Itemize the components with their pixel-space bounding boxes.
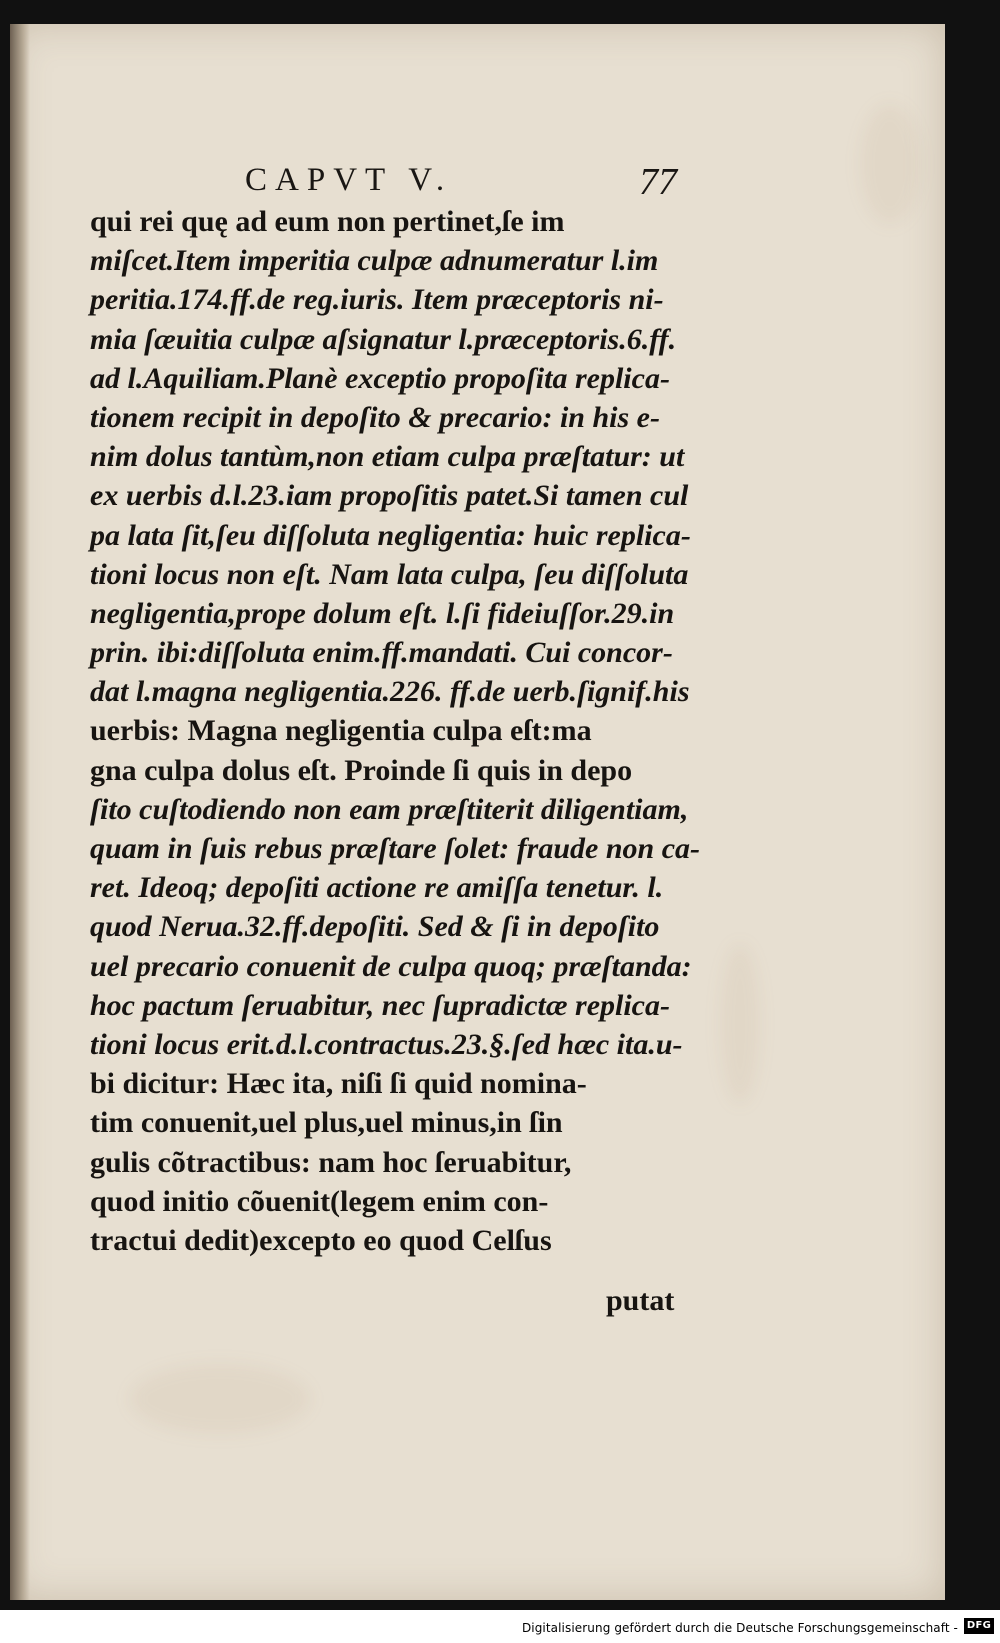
text-line: prin. ibi:diſſoluta enim.ff.mandati. Cui concor-	[90, 636, 673, 670]
text-line: ex uerbis d.l.23.iam propoſitis patet.Si tamen cul	[90, 479, 689, 513]
text-line: quod initio cõuenit(legem enim con-	[90, 1184, 549, 1218]
page-edge-shadow	[10, 24, 30, 1600]
text-line: peritia.174.ff.de reg.iuris. Item præceptoris ni-	[90, 283, 664, 317]
body-text	[90, 202, 701, 1312]
running-head-title: CAPVT V.	[245, 162, 453, 198]
text-line: tim conuenit,uel plus,uel minus,in ſin	[90, 1106, 563, 1140]
text-line: qui rei quę ad eum non pertinet,ſe im	[90, 205, 565, 238]
paper-stain	[720, 944, 760, 1104]
running-header	[245, 162, 677, 206]
text-line: gulis cõtractibus: nam hoc ſeruabitur,	[90, 1145, 572, 1179]
text-line: ret. Ideoq; depoſiti actione re amiſſa tenetur. l.	[90, 871, 664, 905]
paper-stain	[130, 1364, 310, 1434]
text-line: tractui dedit)excepto eo quod Celſus	[90, 1223, 552, 1257]
text-line: ad l.Aquiliam.Planè exceptio propoſita replica-	[90, 361, 670, 395]
text-line: ſito cuſtodiendo non eam præſtiterit diligentiam,	[90, 792, 689, 826]
text-line: tioni locus erit.d.l.contractus.23.§.ſed hæc ita.u-	[90, 1027, 683, 1061]
text-line: dat l.magna negligentia.226. ff.de uerb.ſignif.his	[90, 675, 690, 709]
paper-stain	[860, 104, 920, 224]
catchword: putat	[606, 1284, 675, 1317]
text-line: gna culpa dolus eſt. Proinde ſi quis in depo	[90, 753, 633, 787]
dfg-logo: DFG	[964, 1618, 994, 1634]
text-line: pa lata ſit,ſeu diſſoluta negligentia: huic replica-	[90, 518, 691, 552]
text-line: hoc pactum ſeruabitur, nec ſupradictæ replica-	[90, 988, 670, 1022]
text-line: nim dolus tantùm,non etiam culpa præſtatur: ut	[90, 440, 685, 474]
page-number: 77	[639, 161, 677, 203]
text-line: quod Nerua.32.ff.depoſiti. Sed & ſi in depoſito	[90, 910, 660, 944]
text-line: negligentia,prope dolum eſt. l.ſi fideiuſſor.29.in	[90, 596, 675, 630]
text-line: tionem recipit in depoſito & precario: in his e-	[90, 400, 660, 434]
text-line: quam in ſuis rebus præſtare ſolet: fraude non ca-	[90, 832, 701, 865]
book-page	[10, 24, 945, 1600]
text-line: uerbis: Magna negligentia culpa eſt:ma	[90, 714, 592, 748]
funding-credit: Digitalisierung gefördert durch die Deutsche Forschungsgemeinschaft -	[521, 1621, 958, 1635]
text-line: bi dicitur: Hæc ita, niſi ſi quid nomina-	[90, 1067, 587, 1101]
footer-bar	[0, 1610, 1000, 1643]
text-line: mia ſæuitia culpæ aſsignatur l.præceptoris.6.ff.	[90, 322, 677, 356]
text-line: miſcet.Item imperitia culpæ adnumeratur l.im	[90, 244, 659, 278]
text-line: uel precario conuenit de culpa quoq; præſtanda:	[90, 949, 692, 983]
text-line: tioni locus non eſt. Nam lata culpa, ſeu diſſoluta	[90, 557, 689, 591]
